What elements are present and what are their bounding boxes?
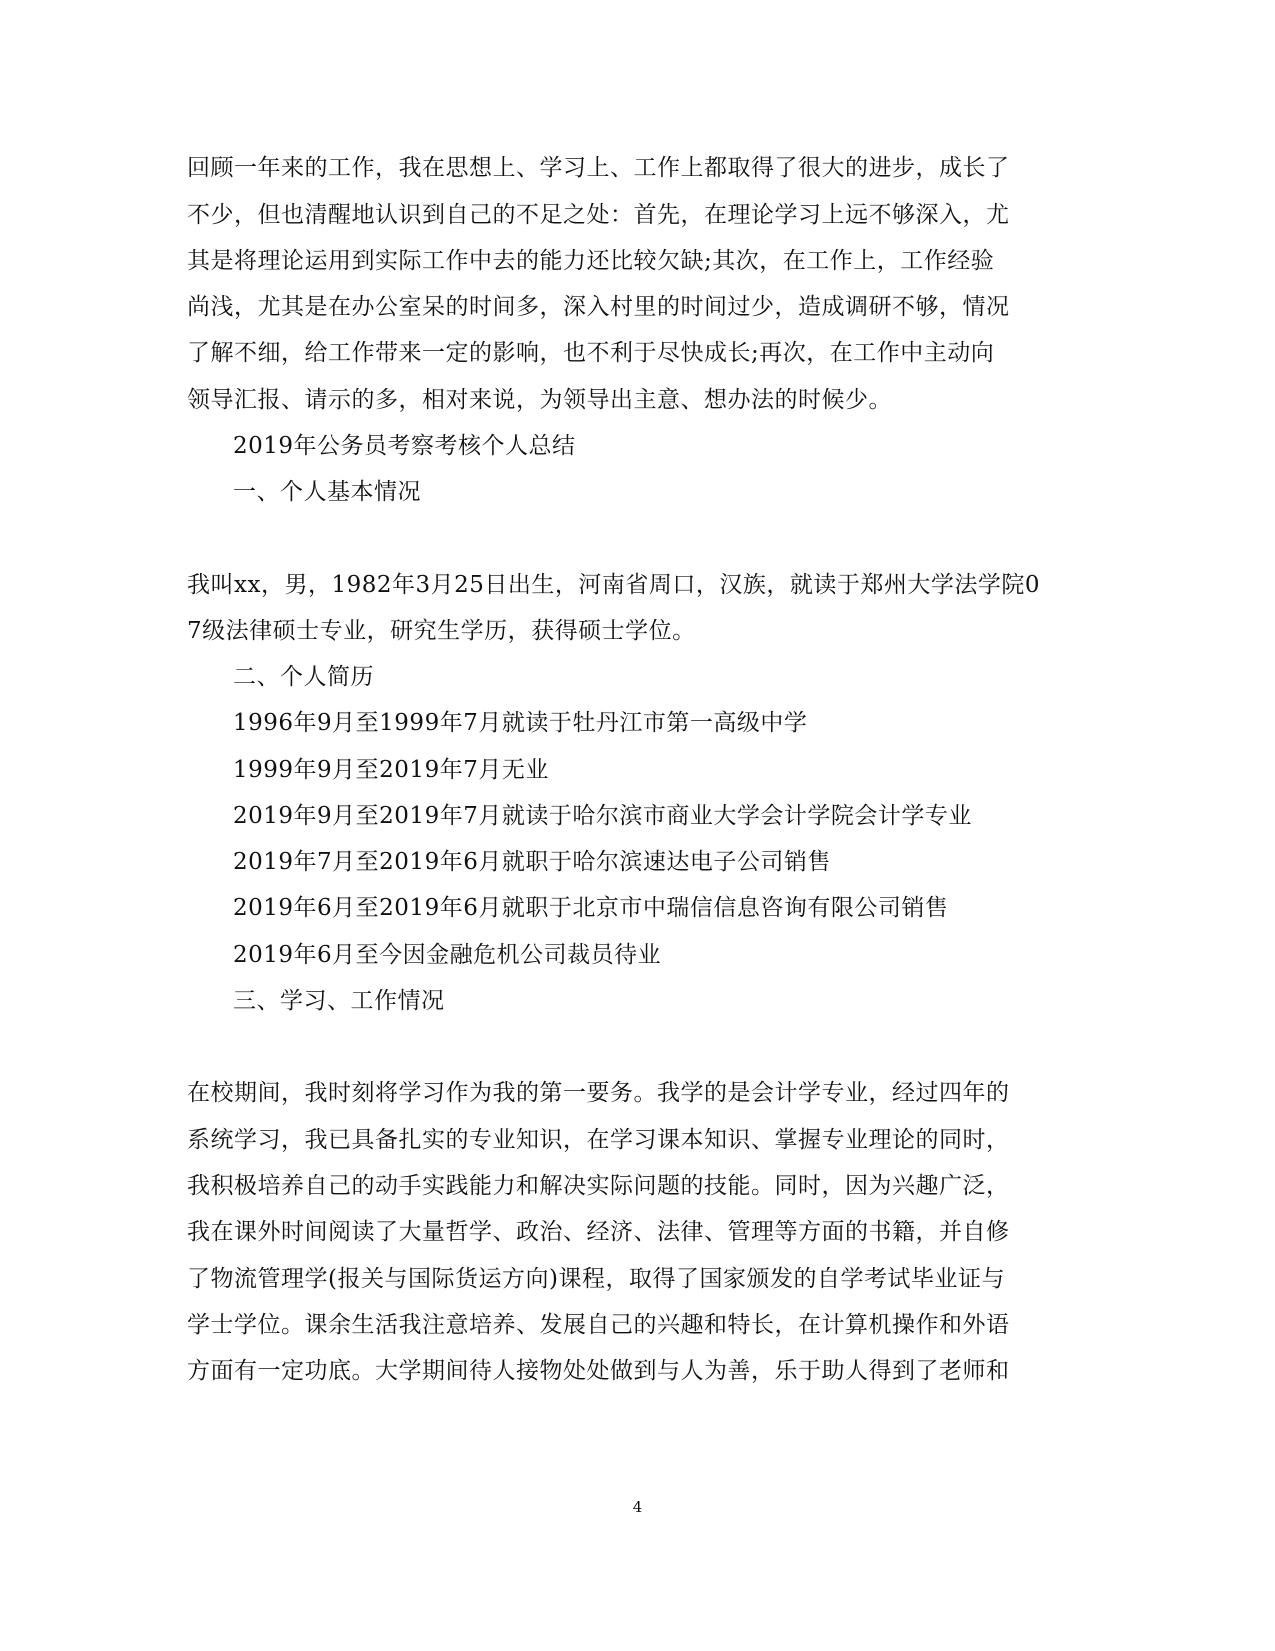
resume-item: 1996年9月至1999年7月就读于牡丹江市第一高级中学	[233, 710, 808, 736]
section-heading-study-work: 三、学习、工作情况	[233, 988, 445, 1014]
paragraph-1-line: 回顾一年来的工作，我在思想上、学习上、工作上都取得了很大的进步，成长了	[187, 155, 1010, 181]
paragraph-1-line: 领导汇报、请示的多，相对来说，为领导出主意、想办法的时候少。	[187, 387, 892, 413]
resume-item: 1999年9月至2019年7月无业	[233, 757, 549, 783]
paragraph-3-line: 系统学习，我已具备扎实的专业知识，在学习课本知识、掌握专业理论的同时，	[187, 1127, 1010, 1153]
paragraph-3-line: 学士学位。课余生活我注意培养、发展自己的兴趣和特长，在计算机操作和外语	[187, 1312, 1010, 1338]
paragraph-1-line: 尚浅，尤其是在办公室呆的时间多，深入村里的时间过少，造成调研不够，情况	[187, 294, 1010, 320]
paragraph-3-line: 方面有一定功底。大学期间待人接物处处做到与人为善，乐于助人得到了老师和	[187, 1358, 1010, 1384]
page-number: 4	[632, 1498, 643, 1516]
paragraph-2-line: 7级法律硕士专业，研究生学历，获得硕士学位。	[187, 618, 696, 644]
paragraph-2-line: 我叫xx，男，1982年3月25日出生，河南省周口，汉族，就读于郑州大学法学院0	[187, 572, 1041, 598]
section-heading-resume: 二、个人简历	[233, 664, 374, 690]
resume-item: 2019年6月至今因金融危机公司裁员待业	[233, 942, 662, 968]
section-heading-basic-info: 一、个人基本情况	[233, 479, 421, 505]
document-title: 2019年公务员考察考核个人总结	[233, 433, 576, 459]
paragraph-1-line: 其是将理论运用到实际工作中去的能力还比较欠缺;其次，在工作上，工作经验	[187, 248, 995, 274]
paragraph-3-line: 在校期间，我时刻将学习作为我的第一要务。我学的是会计学专业，经过四年的	[187, 1080, 1010, 1106]
paragraph-1-line: 了解不细，给工作带来一定的影响，也不利于尽快成长;再次，在工作中主动向	[187, 340, 995, 366]
resume-item: 2019年7月至2019年6月就职于哈尔滨速达电子公司销售	[233, 849, 831, 875]
paragraph-3-line: 了物流管理学(报关与国际货运方向)课程，取得了国家颁发的自学考试毕业证与	[187, 1266, 1005, 1292]
paragraph-1-line: 不少，但也清醒地认识到自己的不足之处：首先，在理论学习上远不够深入，尤	[187, 202, 1010, 228]
resume-item: 2019年9月至2019年7月就读于哈尔滨市商业大学会计学院会计学专业	[233, 803, 972, 829]
paragraph-3-line: 我积极培养自己的动手实践能力和解决实际问题的技能。同时，因为兴趣广泛，	[187, 1173, 1010, 1199]
resume-item: 2019年6月至2019年6月就职于北京市中瑞信信息咨询有限公司销售	[233, 895, 949, 921]
paragraph-3-line: 我在课外时间阅读了大量哲学、政治、经济、法律、管理等方面的书籍，并自修	[187, 1219, 1010, 1245]
